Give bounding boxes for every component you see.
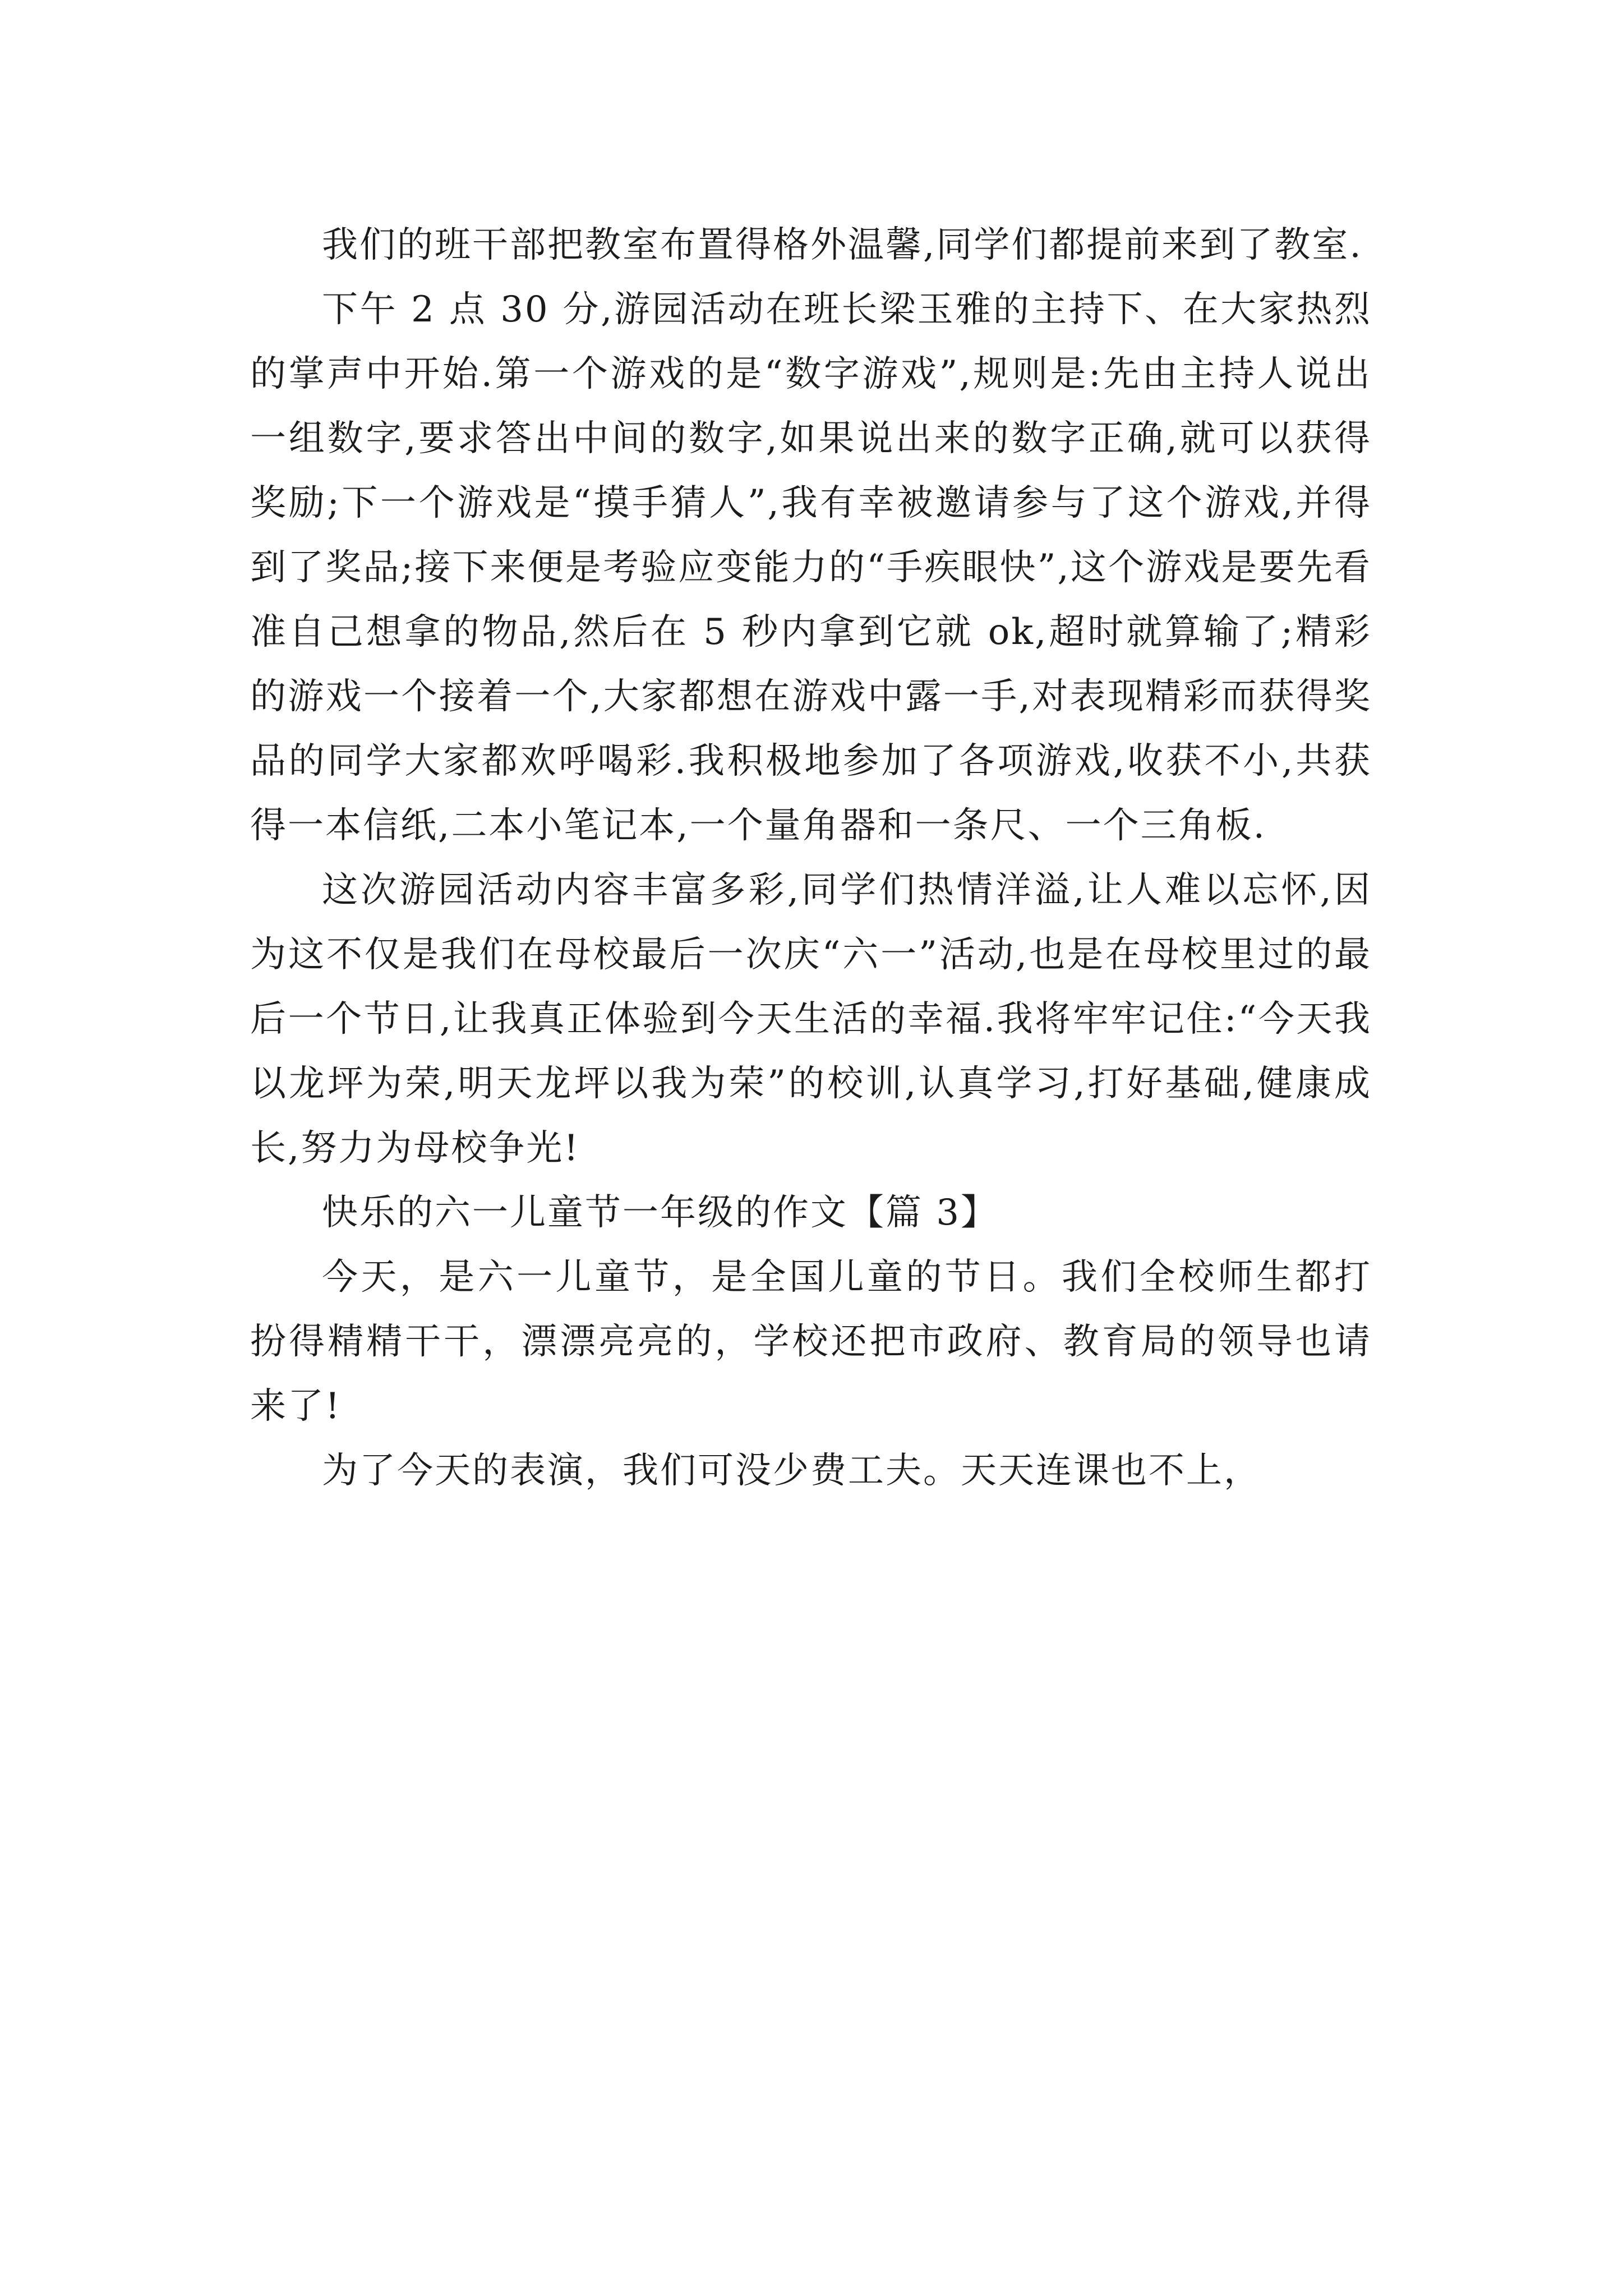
paragraph-classroom: 我们的班干部把教室布置得格外温馨,同学们都提前来到了教室. [322, 224, 1363, 266]
section-heading: 快乐的六一儿童节一年级的作文【篇 3】 [322, 1192, 999, 1234]
paragraph-childrens-day: 今天，是六一儿童节，是全国儿童的节日。我们全校师生都打扮得精精干干，漂漂亮亮的，学校还把市政府、教育局的领导也请来了! [250, 1257, 1372, 1427]
paragraph-games: 下午 2 点 30 分,游园活动在班长梁玉雅的主持下、在大家热烈的掌声中开始.第一个游戏的是“数字游戏”,规则是:先由主持人说出一组数字,要求答出中间的数字,如果说出来的数字正确,就可以获得奖励;下一个游戏是“摸手猜人”,我有幸被邀请参与了这个游戏,并得到了奖品;接下来便是考验应变能力的“手疾眼快”,这个游戏是要先看准自己想拿的物品,然后在 5 秒内拿到它就 ok,超时就算输了;精彩的游戏一个接着一个,大家都想在游戏中露一手,对表现精彩而获得奖品的同学大家都欢呼喝彩.我积极地参加了各项游戏,收获不小,共获得一本信纸,二本小笔记本,一个量角器和一条尺、一个三角板. [250, 289, 1372, 846]
paragraph-conclusion: 这次游园活动内容丰富多彩,同学们热情洋溢,让人难以忘怀,因为这不仅是我们在母校最后一次庆“六一”活动,也是在母校里过的最后一个节日,让我真正体验到今天生活的幸福.我将牢牢记住:“今天我以龙坪为荣,明天龙坪以我为荣”的校训,认真学习,打好基础,健康成长,努力为母校争光! [250, 869, 1372, 1169]
paragraph-performance: 为了今天的表演，我们可没少费工夫。天天连课也不上， [322, 1450, 1261, 1492]
document-body [250, 213, 1372, 1503]
